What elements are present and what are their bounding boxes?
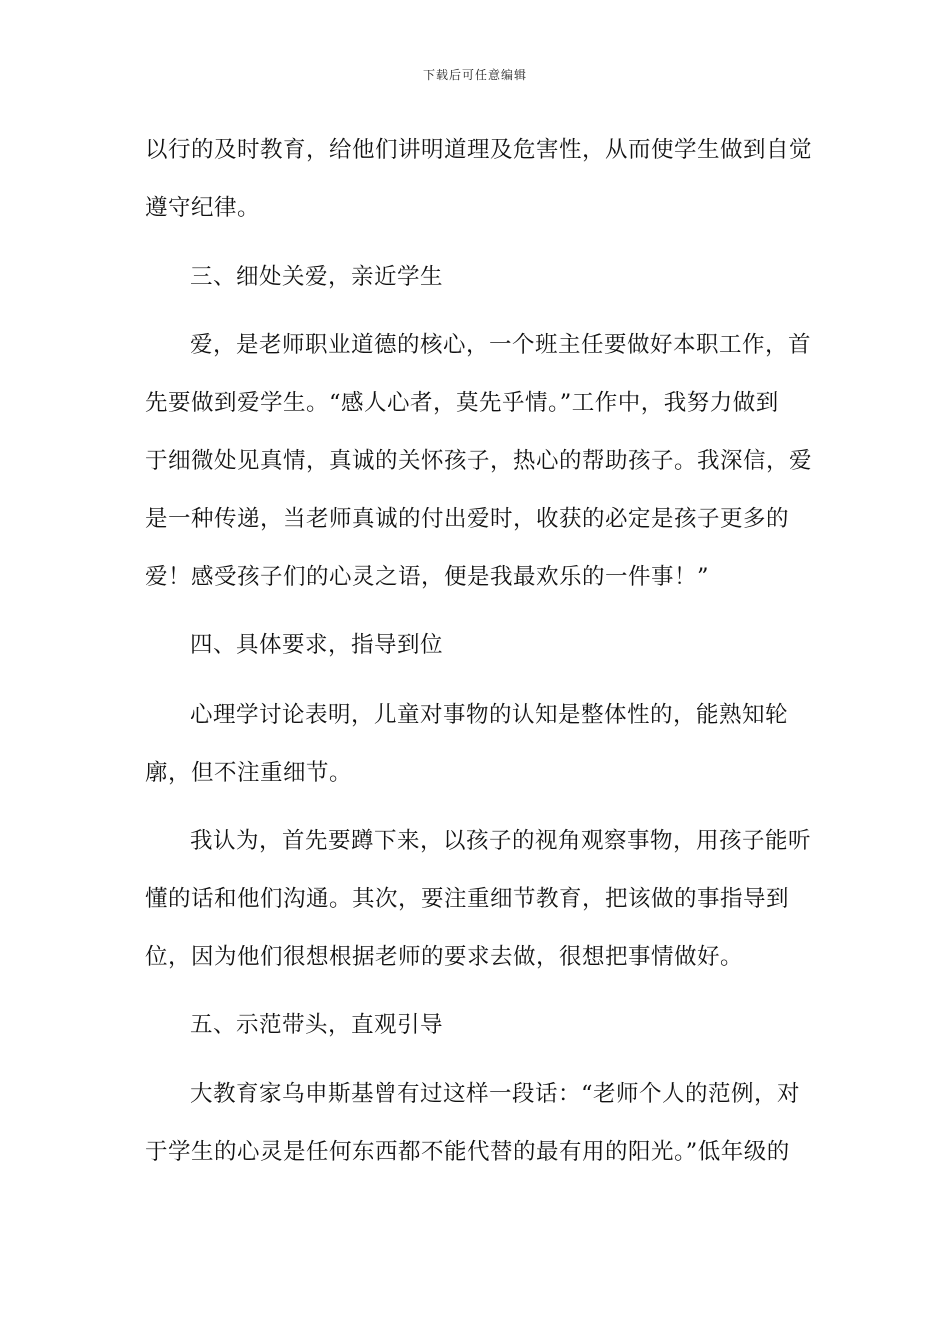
body-line-11: 廓，但不注重细节。: [145, 760, 353, 786]
body-line-5: 先要做到爱学生。“感人心者，莫先乎情。”工作中，我努力做到: [145, 390, 779, 416]
page-header: 下载后可任意编辑: [422, 68, 527, 82]
body-line-8: 爱！感受孩子们的心灵之语，便是我最欢乐的一件事！”: [145, 564, 710, 590]
body-line-14: 位，因为他们很想根据老师的要求去做，很想把事情做好。: [145, 944, 744, 970]
body-line-6: 于细微处见真情，真诚的关怀孩子，热心的帮助孩子。我深信，爱: [145, 448, 813, 474]
section-heading-3: 三、细处关爱，亲近学生: [190, 264, 444, 290]
body-line-10: 心理学讨论表明，儿童对事物的认知是整体性的，能熟知轮: [190, 702, 789, 728]
body-line-17: 于学生的心灵是任何东西都不能代替的最有用的阳光。”低年级的: [145, 1139, 790, 1165]
section-heading-4: 四、具体要求，指导到位: [190, 632, 444, 658]
body-line-16: 大教育家乌申斯基曾有过这样一段话：“老师个人的范例，对: [190, 1081, 801, 1107]
body-line-4: 爱，是老师职业道德的核心，一个班主任要做好本职工作，首: [190, 332, 812, 358]
body-line-2: 遵守纪律。: [145, 195, 261, 221]
body-line-12: 我认为，首先要蹲下来，以孩子的视角观察事物，用孩子能听: [190, 828, 812, 854]
body-line-7: 是一种传递，当老师真诚的付出爱时，收获的必定是孩子更多的: [145, 506, 790, 532]
body-line-13: 懂的话和他们沟通。其次，要注重细节教育，把该做的事指导到: [145, 886, 790, 912]
body-line-1: 以行的及时教育，给他们讲明道理及危害性，从而使学生做到自觉: [145, 137, 813, 163]
section-heading-5: 五、示范带头，直观引导: [190, 1012, 444, 1038]
